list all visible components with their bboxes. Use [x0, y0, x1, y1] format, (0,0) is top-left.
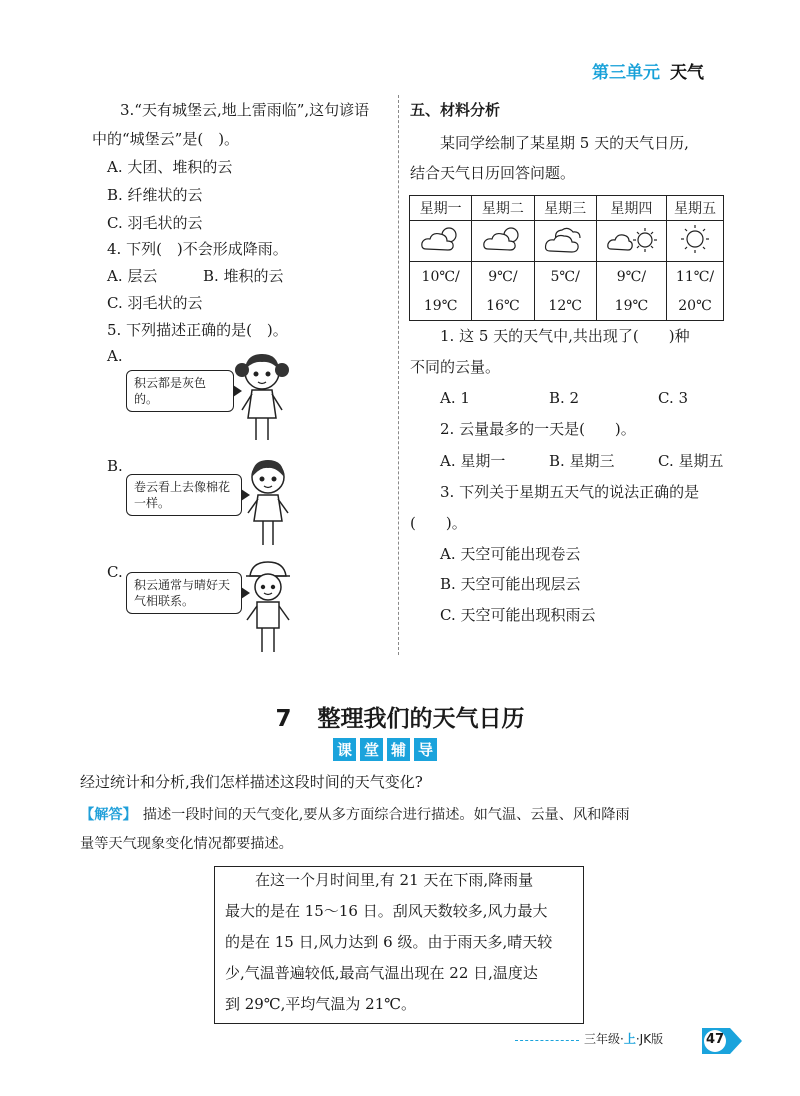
q3-option-c: C. 羽毛状的云	[107, 214, 203, 232]
low-temp: 10℃/	[410, 262, 472, 292]
rq1-option-b: B. 2	[549, 389, 580, 407]
box-line: 最大的是在 15～16 日。刮风天数较多,风力最大	[225, 902, 548, 920]
day-header: 星期一	[410, 196, 472, 221]
badge-char: 堂	[360, 738, 383, 761]
lesson-title	[0, 700, 800, 733]
rq1-option-a: A. 1	[440, 389, 470, 407]
q5-item-b-speech: 卷云看上去像棉花一样。	[126, 474, 242, 516]
day-header: 星期五	[667, 196, 724, 221]
footer-term: 上	[623, 1032, 636, 1046]
q5-item-c-label: C.	[107, 563, 123, 581]
lesson-number: 7	[275, 706, 292, 732]
rq1-stem-line2: 不同的云量。	[410, 358, 501, 376]
low-temp: 9℃/	[472, 262, 534, 292]
footer-grade: 三年级·	[584, 1032, 624, 1046]
rq2-stem: 2. 云量最多的一天是( )。	[440, 420, 636, 438]
partly-cloudy-icon	[418, 223, 464, 255]
girl-figure-icon	[238, 455, 298, 551]
high-temp: 20℃	[667, 291, 724, 321]
box-line: 在这一个月时间里,有 21 天在下雨,降雨量	[225, 871, 534, 889]
q3-option-a: A. 大团、堆积的云	[107, 158, 233, 176]
intro-line2: 结合天气日历回答问题。	[410, 164, 576, 182]
q4-stem: 4. 下列( )不会形成降雨。	[107, 240, 288, 258]
rq1-stem-line1: 1. 这 5 天的天气中,共出现了( )种	[440, 327, 690, 345]
day-header: 星期二	[472, 196, 534, 221]
column-divider	[398, 95, 399, 655]
day-header: 星期四	[596, 196, 666, 221]
high-temp: 16℃	[472, 291, 534, 321]
partly-cloudy-icon	[480, 223, 526, 255]
q5-item-b-label: B.	[107, 457, 123, 475]
section-title: 五、材料分析	[410, 101, 501, 119]
footer-version: ·JK版	[635, 1032, 664, 1046]
rq2-option-a: A. 星期一	[440, 452, 506, 470]
weather-calendar	[409, 195, 724, 321]
boy-figure-icon	[238, 560, 298, 656]
high-temp: 12℃	[534, 291, 596, 321]
page-number: 47	[705, 1032, 725, 1047]
unit-topic: 天气	[670, 63, 704, 83]
cloud-and-sun-icon	[605, 223, 657, 255]
q5-item-c-speech: 积云通常与晴好天气相联系。	[126, 572, 242, 614]
rq3-stem-line2: ( )。	[410, 514, 467, 532]
lesson-name: 整理我们的天气日历	[317, 706, 525, 732]
example-box	[214, 866, 584, 1024]
section-badge	[333, 738, 437, 761]
unit-header	[592, 58, 704, 83]
q4-option-b: B. 堆积的云	[203, 267, 284, 285]
rq3-option-c: C. 天空可能出现积雨云	[440, 606, 596, 624]
q3-stem-line1: 3.“天有城堡云,地上雷雨临”,这句谚语	[120, 101, 370, 119]
day-header: 星期三	[534, 196, 596, 221]
q5-stem: 5. 下列描述正确的是( )。	[107, 321, 288, 339]
high-temp: 19℃	[596, 291, 666, 321]
badge-char: 导	[414, 738, 437, 761]
lesson-question: 经过统计和分析,我们怎样描述这段时间的天气变化?	[80, 773, 423, 791]
unit-label: 第三单元	[592, 63, 660, 83]
answer-line1	[80, 805, 630, 825]
footer-edition	[581, 1030, 666, 1047]
box-line: 到 29℃,平均气温为 21℃。	[225, 995, 417, 1013]
q4-option-a: A. 层云	[107, 267, 158, 285]
answer-label: 【解答】	[80, 807, 137, 823]
rq2-option-b: B. 星期三	[549, 452, 615, 470]
cloudy-icon	[542, 223, 588, 255]
rq1-option-c: C. 3	[658, 389, 689, 407]
intro-line1: 某同学绘制了某星期 5 天的天气日历,	[440, 134, 689, 152]
low-temp: 11℃/	[667, 262, 724, 292]
badge-char: 辅	[387, 738, 410, 761]
box-line: 的是在 15 日,风力达到 6 级。由于雨天多,晴天较	[225, 933, 553, 951]
rq3-option-b: B. 天空可能出现层云	[440, 575, 581, 593]
q4-option-c: C. 羽毛状的云	[107, 294, 203, 312]
rq3-stem-line1: 3. 下列关于星期五天气的说法正确的是	[440, 483, 700, 501]
high-temp: 19℃	[410, 291, 472, 321]
box-line: 少,气温普遍较低,最高气温出现在 22 日,温度达	[225, 964, 538, 982]
q3-stem-line2: 中的“城堡云”是( )。	[92, 130, 240, 148]
q5-item-a-label: A.	[107, 347, 123, 365]
sunny-icon	[675, 223, 715, 255]
q5-item-a-speech: 积云都是灰色的。	[126, 370, 234, 412]
girl-figure-icon	[230, 350, 294, 446]
q3-option-b: B. 纤维状的云	[107, 186, 203, 204]
rq2-option-c: C. 星期五	[658, 452, 724, 470]
answer-text: 描述一段时间的天气变化,要从多方面综合进行描述。如气温、云量、风和降雨	[142, 807, 630, 823]
badge-char: 课	[333, 738, 356, 761]
rq3-option-a: A. 天空可能出现卷云	[440, 545, 581, 563]
low-temp: 5℃/	[534, 262, 596, 292]
low-temp: 9℃/	[596, 262, 666, 292]
answer-line2: 量等天气现象变化情况都要描述。	[80, 836, 293, 852]
